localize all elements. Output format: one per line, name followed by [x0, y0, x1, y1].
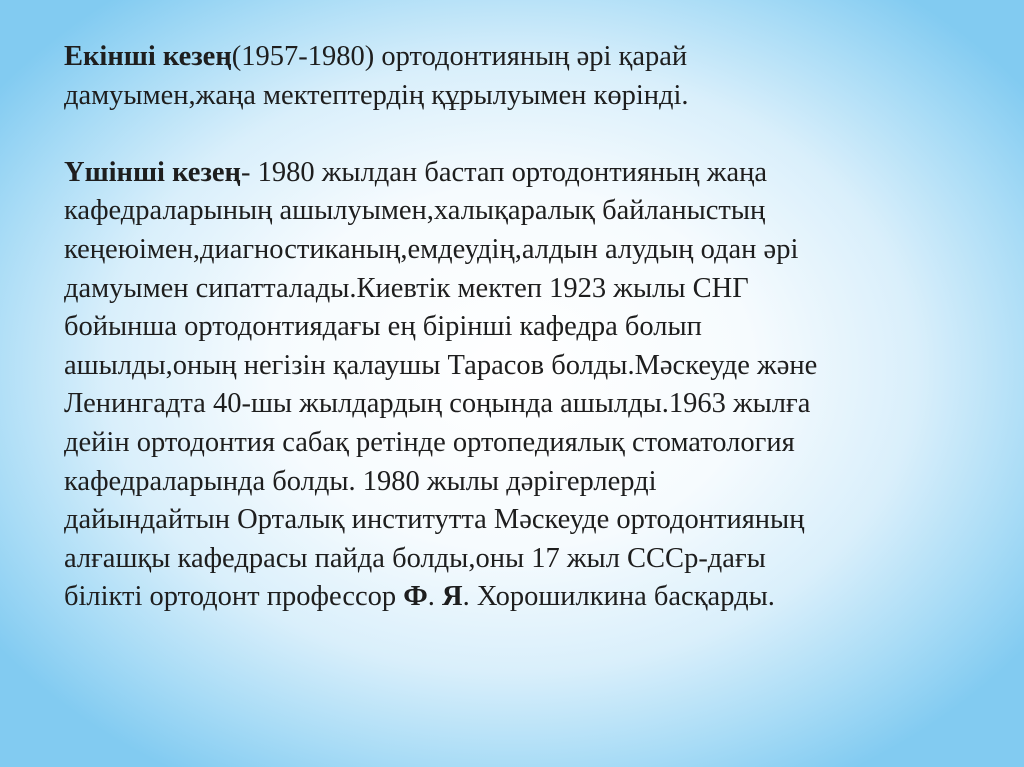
initial-separator: . — [427, 581, 442, 613]
paragraph-gap — [64, 115, 964, 154]
initial-f: Ф — [403, 581, 428, 613]
paragraph-1-line-1 — [64, 38, 964, 77]
paragraph-2-line-6: ашылды,оның негізін қалаушы Тарасов болды.Мәскеуде және — [64, 349, 818, 381]
third-period-heading: Үшінші кезең — [64, 156, 241, 188]
paragraph-2-line-5: бойынша ортодонтиядағы ең бірінші кафедра болып — [64, 311, 702, 343]
paragraph-2-line-3: кеңеюімен,диагностиканың,емдеудің,алдын алудың одан әрі — [64, 233, 799, 265]
paragraph-2-line-10: дайындайтын Орталық институтта Мәскеуде ортодонтияның — [64, 504, 805, 536]
paragraph-2-line-4: дамуымен сипатталады.Киевтік мектеп 1923 жылы СНГ — [64, 272, 749, 304]
last-line-suffix: . Хорошилкина басқарды. — [462, 581, 775, 613]
paragraph-2-line-12 — [64, 578, 964, 617]
slide-text-block — [64, 38, 964, 617]
initial-ya: Я — [441, 581, 463, 613]
paragraph-2-line-11: алғашқы кафедрасы пайда болды,оны 17 жыл СССр-дағы — [64, 542, 766, 574]
second-period-heading: Екінші кезең — [64, 41, 232, 72]
paragraph-1-text: (1957-1980) ортодонтияның әрі қарай — [231, 41, 688, 72]
paragraph-2-text: - 1980 жылдан бастап ортодонтияның жаңа — [240, 156, 768, 188]
paragraph-1-line-2: дамуымен,жаңа мектептердің құрылуымен көрінді. — [64, 79, 689, 111]
paragraph-2-line-8: дейін ортодонтия сабақ ретінде ортопедиялық стоматология — [64, 426, 795, 458]
paragraph-2-line-9: кафедраларында болды. 1980 жылы дәрігерлерді — [64, 465, 657, 497]
paragraph-2-line-7: Ленингадта 40-шы жылдардың соңында ашылды.1963 жылға — [64, 388, 811, 420]
last-line-prefix: білікті ортодонт профессор — [64, 581, 404, 613]
paragraph-2-line-2: кафедраларының ашылуымен,халықаралық байланыстың — [64, 195, 766, 227]
paragraph-2-line-1 — [64, 154, 964, 193]
